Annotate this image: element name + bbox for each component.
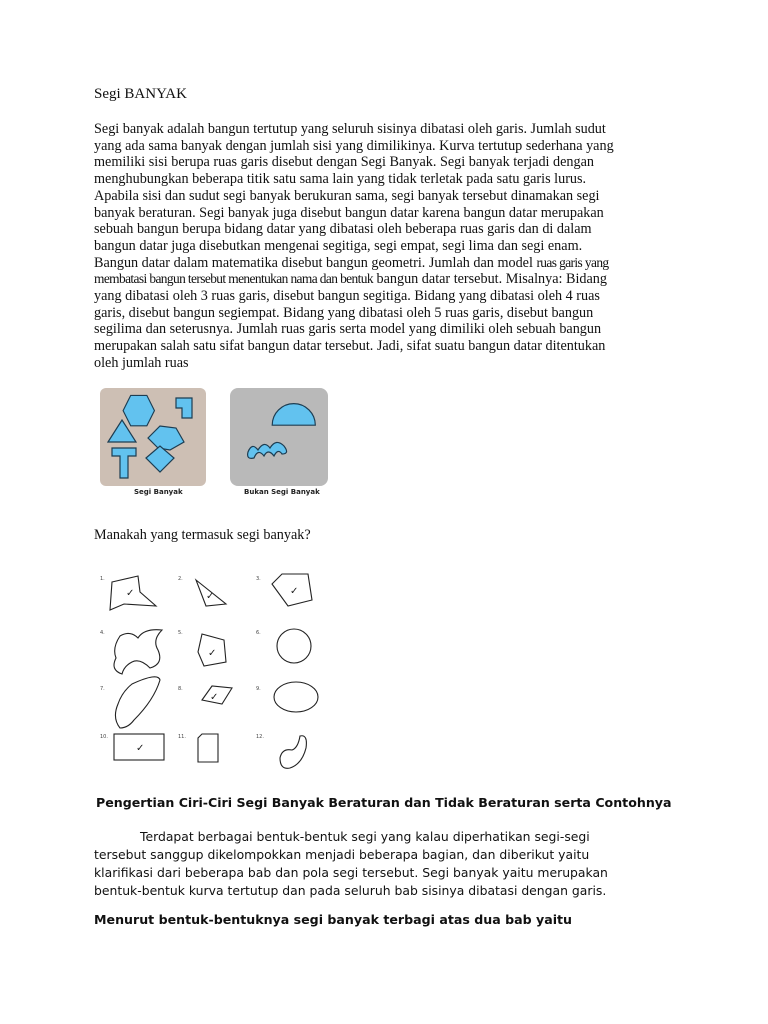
para-line: sebuah bangun berupa bidang datar yang dibatasi oleh beberapa ruas garis dan di dalam	[94, 221, 592, 238]
shape-number: 11.	[178, 734, 186, 740]
shape-12-curve	[280, 736, 306, 769]
shape-6-circle	[277, 629, 311, 663]
para-line: Segi banyak adalah bangun tertutup yang seluruh sisinya dibatasi oleh garis. Jumlah sudut	[94, 121, 606, 137]
para-line: menghubungkan beberapa titik satu sama lain yang tidak terletak pada satu garis lurus.	[94, 171, 587, 188]
shape-number: 3.	[256, 576, 261, 582]
check-mark-icon: ✓	[206, 591, 215, 602]
body-paragraph	[94, 828, 654, 900]
shape-number: 2.	[178, 576, 183, 582]
check-mark-icon: ✓	[126, 588, 135, 599]
shape-number: 5.	[178, 630, 183, 636]
subsection-heading: Menurut bentuk-bentuknya segi banyak terbagi atas dua bab yaitu	[94, 912, 573, 927]
para-line: bentuk-bentuk kurva tertutup dan pada seluruh bab sisinya dibatasi dengan garis.	[94, 883, 607, 898]
polygon-examples-figure	[94, 386, 334, 498]
caption-not-polygon: Bukan Segi Banyak	[244, 488, 320, 496]
shape-number: 8.	[178, 686, 183, 692]
para-line: memiliki sisi berupa ruas garis disebut dengan Segi Banyak. Segi banyak terjadi dengan	[94, 154, 594, 171]
para-line: Apabila sisi dan sudut segi banyak berukuran sama, segi banyak tersebut dinamakan segi	[94, 187, 600, 204]
para-line-condensed: ruas garis yang	[536, 254, 609, 270]
shape-4-curve	[114, 630, 162, 674]
shape-number: 1.	[100, 576, 105, 582]
shape-7-curve	[115, 677, 160, 728]
shape-number: 12.	[256, 734, 264, 740]
intro-paragraph	[94, 121, 684, 372]
shape-number: 4.	[100, 630, 105, 636]
para-line: Terdapat berbagai bentuk-bentuk segi yang kalau diperhatikan segi-segi	[140, 829, 590, 844]
para-line: banyak beraturan. Segi banyak juga disebut bangun datar karena bangun datar merupakan	[94, 204, 604, 221]
para-line: bangun datar juga disebutkan mengenai segitiga, segi empat, segi lima dan segi enam.	[94, 237, 583, 254]
shape-number: 9.	[256, 686, 261, 692]
section-heading: Pengertian Ciri-Ciri Segi Banyak Beraturan dan Tidak Beraturan serta Contohnya	[96, 795, 672, 810]
check-mark-icon: ✓	[290, 586, 299, 597]
para-line: merupakan salah satu sifat bangun datar tersebut. Jadi, sifat suatu bangun datar ditentukan	[94, 338, 606, 355]
hexagon-shape	[123, 395, 154, 425]
para-line: klarifikasi dari beberapa bab dan pola segi tersebut. Segi banyak yaitu merupakan	[94, 865, 608, 880]
document-title: Segi BANYAK	[94, 86, 187, 102]
para-line: segilima dan seterusnya. Jumlah ruas garis serta model yang dimiliki oleh sebuah bangun	[94, 321, 602, 338]
para-line: oleh jumlah ruas	[94, 354, 189, 371]
para-line: garis, disebut bangun segiempat. Bidang yang dibatasi oleh 5 ruas garis, disebut bangun	[94, 304, 594, 321]
para-line: yang dibatasi oleh 3 ruas garis, disebut bangun segitiga. Bidang yang dibatasi oleh 4 ruas	[94, 288, 600, 305]
para-line: Bangun datar dalam matematika disebut bangun geometri. Jumlah dan model	[94, 254, 537, 271]
check-mark-icon: ✓	[208, 648, 217, 659]
non-polygon-panel	[230, 388, 328, 486]
check-mark-icon: ✓	[136, 743, 145, 754]
para-line-condensed: membatasi bangun tersebut menentukan nama dan bentuk	[94, 271, 373, 287]
shape-number: 6.	[256, 630, 261, 636]
question-text: Manakah yang termasuk segi banyak?	[94, 527, 311, 543]
shape-9-ellipse	[274, 682, 318, 712]
shape-11-polygon	[198, 734, 218, 762]
check-mark-icon: ✓	[210, 692, 219, 703]
para-line: bangun datar tersebut. Misalnya: Bidang	[372, 271, 607, 288]
shape-number: 10.	[100, 734, 108, 740]
exercise-shapes-figure	[94, 566, 340, 778]
shape-number: 7.	[100, 686, 105, 692]
caption-polygon: Segi Banyak	[134, 488, 183, 496]
para-line: tersebut sanggup dikelompokkan menjadi beberapa bagian, dan diberikut yaitu	[94, 847, 590, 862]
para-line: yang ada sama banyak dengan jumlah sisi yang dimilikinya. Kurva tertutup sederhana yang	[94, 137, 614, 154]
